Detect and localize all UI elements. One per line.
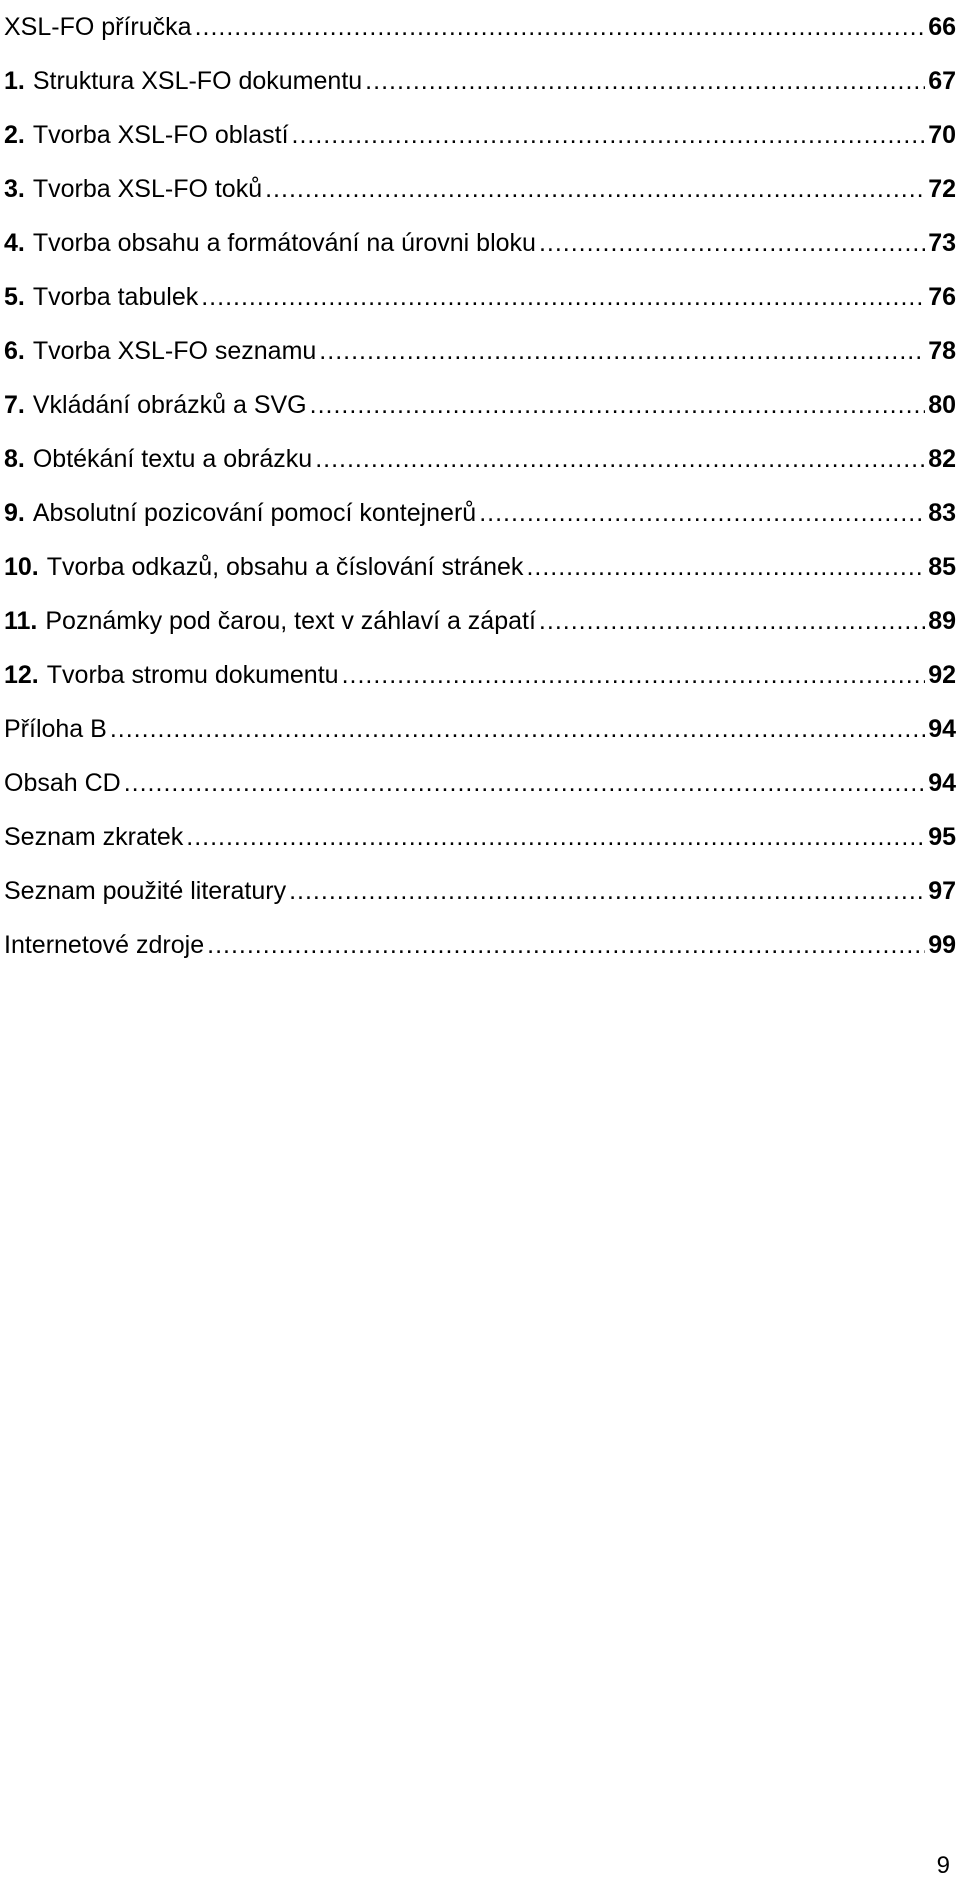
toc-entry-title: Poznámky pod čarou, text v záhlaví a zápatí (45, 607, 536, 635)
toc-entry-page: 80 (928, 391, 956, 419)
toc-entry-title: Tvorba odkazů, obsahu a číslování stránek (46, 553, 524, 581)
toc-entry-2[interactable] (4, 108, 956, 162)
toc-entry-page: 67 (928, 67, 956, 95)
toc-entry-title: Tvorba XSL-FO seznamu (32, 337, 317, 365)
toc-entry-title: Seznam zkratek (4, 823, 184, 851)
toc-entry-number: 3. (4, 175, 25, 203)
toc-entry-number: 9. (4, 499, 25, 527)
toc-dot-leader (292, 108, 926, 162)
toc-dot-leader (265, 162, 925, 216)
toc-entry-8[interactable] (4, 432, 956, 486)
toc-entry-title: Tvorba stromu dokumentu (46, 661, 339, 689)
toc-entry-title: Tvorba XSL-FO toků (32, 175, 263, 203)
toc-entry-3[interactable] (4, 162, 956, 216)
toc-dot-leader (342, 648, 926, 702)
toc-entry-4[interactable] (4, 216, 956, 270)
toc-entry-number: 6. (4, 337, 25, 365)
toc-dot-leader (207, 918, 925, 972)
toc-entry-page: 95 (928, 823, 956, 851)
toc-entry-12[interactable] (4, 648, 956, 702)
toc-entry-page: 92 (928, 661, 956, 689)
toc-entry-title: Seznam použité literatury (4, 877, 287, 905)
toc-entry-title: Tvorba XSL-FO oblastí (32, 121, 289, 149)
toc-entry-page: 76 (928, 283, 956, 311)
toc-entry-title: Obsah CD (4, 769, 121, 797)
toc-entry-page: 66 (928, 13, 956, 41)
page-number: 9 (936, 1852, 950, 1879)
toc-entry-page: 97 (928, 877, 956, 905)
toc-dot-leader (526, 540, 925, 594)
toc-entry-page: 73 (928, 229, 956, 257)
table-of-contents (4, 0, 956, 972)
toc-entry-number: 8. (4, 445, 25, 473)
toc-entry-number: 2. (4, 121, 25, 149)
toc-entry-7[interactable] (4, 378, 956, 432)
toc-entry-seznam-zkratek[interactable] (4, 810, 956, 864)
toc-entry-title: Obtékání textu a obrázku (32, 445, 313, 473)
toc-entry-page: 82 (928, 445, 956, 473)
toc-entry-internetove-zdroje[interactable] (4, 918, 956, 972)
toc-dot-leader (539, 594, 925, 648)
toc-entry-6[interactable] (4, 324, 956, 378)
toc-entry-number: 11. (4, 607, 38, 635)
toc-entry-title: Tvorba tabulek (32, 283, 199, 311)
toc-dot-leader (124, 756, 925, 810)
toc-entry-number: 5. (4, 283, 25, 311)
toc-entry-seznam-literatury[interactable] (4, 864, 956, 918)
toc-entry-10[interactable] (4, 540, 956, 594)
toc-dot-leader (110, 702, 925, 756)
toc-dot-leader (539, 216, 925, 270)
toc-entry-title: Struktura XSL-FO dokumentu (32, 67, 363, 95)
toc-entry-page: 78 (928, 337, 956, 365)
toc-entry-page: 89 (928, 607, 956, 635)
toc-dot-leader (201, 270, 925, 324)
toc-entry-page: 70 (928, 121, 956, 149)
toc-dot-leader (195, 0, 926, 54)
toc-entry-page: 72 (928, 175, 956, 203)
toc-dot-leader (289, 864, 925, 918)
toc-entry-number: 7. (4, 391, 25, 419)
toc-entry-title: Tvorba obsahu a formátování na úrovni bloku (32, 229, 536, 257)
toc-entry-title: Internetové zdroje (4, 931, 205, 959)
toc-entry-title: Vkládání obrázků a SVG (32, 391, 307, 419)
toc-dot-leader (186, 810, 925, 864)
toc-entry-xslfo-prirucka[interactable] (4, 0, 956, 54)
toc-entry-9[interactable] (4, 486, 956, 540)
toc-entry-title: Příloha B (4, 715, 107, 743)
toc-entry-11[interactable] (4, 594, 956, 648)
toc-entry-page: 85 (928, 553, 956, 581)
toc-dot-leader (479, 486, 925, 540)
toc-entry-5[interactable] (4, 270, 956, 324)
toc-entry-page: 83 (928, 499, 956, 527)
toc-entry-priloha-b[interactable] (4, 702, 956, 756)
toc-entry-obsah-cd[interactable] (4, 756, 956, 810)
toc-entry-page: 94 (928, 769, 956, 797)
toc-dot-leader (319, 324, 925, 378)
toc-entry-number: 4. (4, 229, 25, 257)
toc-entry-page: 99 (928, 931, 956, 959)
toc-entry-number: 12. (4, 661, 39, 689)
toc-entry-title: Absolutní pozicování pomocí kontejnerů (32, 499, 477, 527)
toc-entry-number: 1. (4, 67, 25, 95)
toc-entry-1[interactable] (4, 54, 956, 108)
toc-dot-leader (315, 432, 925, 486)
toc-dot-leader (310, 378, 926, 432)
toc-entry-page: 94 (928, 715, 956, 743)
toc-dot-leader (365, 54, 925, 108)
toc-entry-title: XSL-FO příručka (4, 13, 192, 41)
toc-entry-number: 10. (4, 553, 39, 581)
